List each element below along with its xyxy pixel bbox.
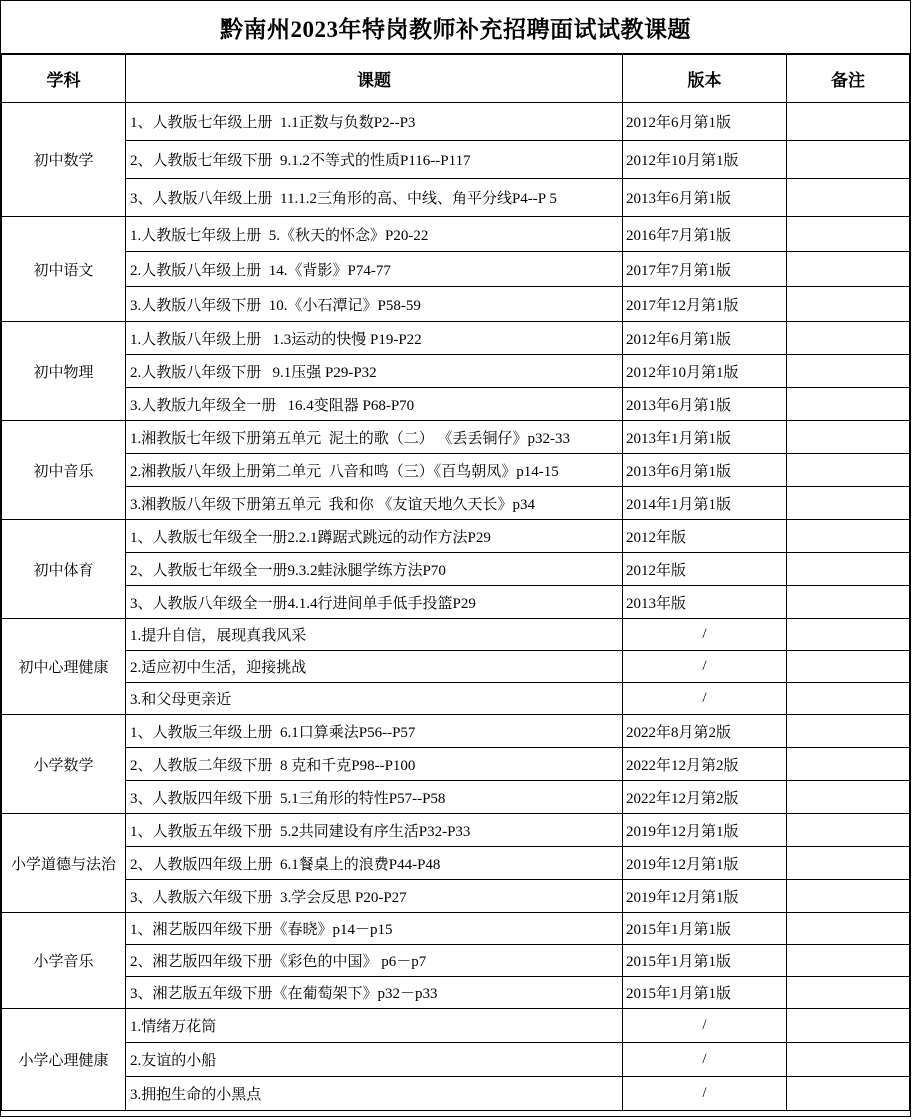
edition-cell: 2015年1月第1版 [623,945,787,977]
table-row [2,287,910,322]
remark-cell [787,322,910,355]
remark-cell [787,781,910,814]
column-header-subject: 学科 [2,55,126,103]
edition-cell: 2017年7月第1版 [623,252,787,287]
topic-cell: 3.湘教版八年级下册第五单元 我和你 《友谊天地久天长》p34 [126,487,623,520]
table-row [2,913,910,945]
topic-cell: 3.人教版九年级全一册 16.4变阻器 P68-P70 [126,388,623,421]
document-title: 黔南州2023年特岗教师补充招聘面试试教课题 [1,1,910,54]
remark-cell [787,355,910,388]
remark-cell [787,880,910,913]
topic-cell: 2.人教版八年级下册 9.1压强 P29-P32 [126,355,623,388]
edition-cell: 2012年版 [623,520,787,553]
remark-cell [787,847,910,880]
topic-cell: 2.适应初中生活，迎接挑战 [126,651,623,683]
topic-cell: 1、人教版七年级上册 1.1正数与负数P2--P3 [126,103,623,141]
topic-cell: 2.湘教版八年级上册第二单元 八音和鸣（三）《百鸟朝凤》p14-15 [126,454,623,487]
edition-cell: 2012年6月第1版 [623,322,787,355]
edition-cell: / [623,683,787,715]
table-row [2,520,910,553]
table-row [2,141,910,179]
header-row [2,55,910,103]
remark-cell [787,179,910,217]
topic-cell: 3、人教版六年级下册 3.学会反思 P20-P27 [126,880,623,913]
edition-cell: 2022年12月第2版 [623,781,787,814]
table-row [2,683,910,715]
edition-cell: / [623,619,787,651]
subject-cell: 初中物理 [2,322,126,421]
remark-cell [787,945,910,977]
topic-cell: 1、人教版七年级全一册2.2.1蹲踞式跳远的动作方法P29 [126,520,623,553]
edition-cell: 2013年6月第1版 [623,388,787,421]
subject-cell: 初中心理健康 [2,619,126,715]
remark-cell [787,388,910,421]
subject-cell: 初中数学 [2,103,126,217]
edition-cell: 2013年6月第1版 [623,179,787,217]
column-header-edition: 版本 [623,55,787,103]
remark-cell [787,1043,910,1077]
topic-cell: 1.情绪万花筒 [126,1009,623,1043]
edition-cell: 2019年12月第1版 [623,880,787,913]
subject-cell: 小学道德与法治 [2,814,126,913]
remark-cell [787,454,910,487]
table-row [2,619,910,651]
subject-cell: 初中语文 [2,217,126,322]
edition-cell: / [623,651,787,683]
remark-cell [787,586,910,619]
edition-cell: 2016年7月第1版 [623,217,787,252]
edition-cell: 2014年1月第1版 [623,487,787,520]
subject-cell: 初中体育 [2,520,126,619]
table-row [2,103,910,141]
subject-cell: 小学音乐 [2,913,126,1009]
topic-cell: 3、人教版八年级上册 11.1.2三角形的高、中线、角平分线P4--P 5 [126,179,623,217]
table-row [2,945,910,977]
table-row [2,553,910,586]
topic-cell: 1、人教版三年级上册 6.1口算乘法P56--P57 [126,715,623,748]
edition-cell: 2015年1月第1版 [623,913,787,945]
edition-cell: 2022年8月第2版 [623,715,787,748]
table-row [2,1043,910,1077]
table-row [2,781,910,814]
subject-cell: 小学心理健康 [2,1009,126,1111]
table-row [2,1009,910,1043]
remark-cell [787,217,910,252]
remark-cell [787,913,910,945]
table-row [2,977,910,1009]
topic-cell: 2、人教版二年级下册 8 克和千克P98--P100 [126,748,623,781]
table-row [2,421,910,454]
edition-cell: 2022年12月第2版 [623,748,787,781]
table-row [2,487,910,520]
edition-cell: 2013年1月第1版 [623,421,787,454]
topic-cell: 2.友谊的小船 [126,1043,623,1077]
topic-cell: 2、湘艺版四年级下册《彩色的中国》 p6－p7 [126,945,623,977]
table-row [2,651,910,683]
table-row [2,355,910,388]
remark-cell [787,287,910,322]
remark-cell [787,748,910,781]
remark-cell [787,1077,910,1111]
topic-cell: 1.提升自信，展现真我风采 [126,619,623,651]
topic-cell: 3、湘艺版五年级下册《在葡萄架下》p32－p33 [126,977,623,1009]
topic-cell: 2、人教版七年级下册 9.1.2不等式的性质P116--P117 [126,141,623,179]
topics-table [1,54,910,1111]
topic-cell: 2、人教版七年级全一册9.3.2蛙泳腿学练方法P70 [126,553,623,586]
table-row [2,322,910,355]
table-row [2,715,910,748]
edition-cell: / [623,1043,787,1077]
remark-cell [787,651,910,683]
edition-cell: 2012年10月第1版 [623,355,787,388]
topic-cell: 1.人教版八年级上册 1.3运动的快慢 P19-P22 [126,322,623,355]
topic-cell: 3.人教版八年级下册 10.《小石潭记》P58-59 [126,287,623,322]
table-row [2,586,910,619]
edition-cell: 2012年10月第1版 [623,141,787,179]
topic-cell: 3.拥抱生命的小黑点 [126,1077,623,1111]
subject-cell: 初中音乐 [2,421,126,520]
remark-cell [787,553,910,586]
remark-cell [787,683,910,715]
remark-cell [787,1009,910,1043]
edition-cell: 2019年12月第1版 [623,814,787,847]
topic-cell: 1.湘教版七年级下册第五单元 泥土的歌（二） 《丢丢铜仔》p32-33 [126,421,623,454]
edition-cell: / [623,1009,787,1043]
topic-cell: 1.人教版七年级上册 5.《秋天的怀念》P20-22 [126,217,623,252]
remark-cell [787,619,910,651]
edition-cell: 2017年12月第1版 [623,287,787,322]
remark-cell [787,103,910,141]
table-row [2,880,910,913]
edition-cell: 2012年6月第1版 [623,103,787,141]
remark-cell [787,814,910,847]
remark-cell [787,487,910,520]
edition-cell: 2012年版 [623,553,787,586]
remark-cell [787,421,910,454]
table-row [2,217,910,252]
table-row [2,179,910,217]
remark-cell [787,715,910,748]
topic-cell: 3.和父母更亲近 [126,683,623,715]
column-header-topic: 课题 [126,55,623,103]
edition-cell: 2019年12月第1版 [623,847,787,880]
table-row [2,814,910,847]
remark-cell [787,252,910,287]
remark-cell [787,141,910,179]
topic-cell: 1、湘艺版四年级下册《春晓》p14－p15 [126,913,623,945]
edition-cell: 2013年6月第1版 [623,454,787,487]
table-row [2,454,910,487]
edition-cell: / [623,1077,787,1111]
topic-cell: 2、人教版四年级上册 6.1餐桌上的浪费P44-P48 [126,847,623,880]
topic-cell: 3、人教版八年级全一册4.1.4行进间单手低手投篮P29 [126,586,623,619]
column-header-remark: 备注 [787,55,910,103]
topic-cell: 2.人教版八年级上册 14.《背影》P74-77 [126,252,623,287]
table-row [2,847,910,880]
edition-cell: 2013年版 [623,586,787,619]
table-row [2,1077,910,1111]
table-row [2,748,910,781]
table-row [2,388,910,421]
edition-cell: 2015年1月第1版 [623,977,787,1009]
remark-cell [787,520,910,553]
remark-cell [787,977,910,1009]
subject-cell: 小学数学 [2,715,126,814]
topic-cell: 1、人教版五年级下册 5.2共同建设有序生活P32-P33 [126,814,623,847]
table-row [2,252,910,287]
topic-cell: 3、人教版四年级下册 5.1三角形的特性P57--P58 [126,781,623,814]
